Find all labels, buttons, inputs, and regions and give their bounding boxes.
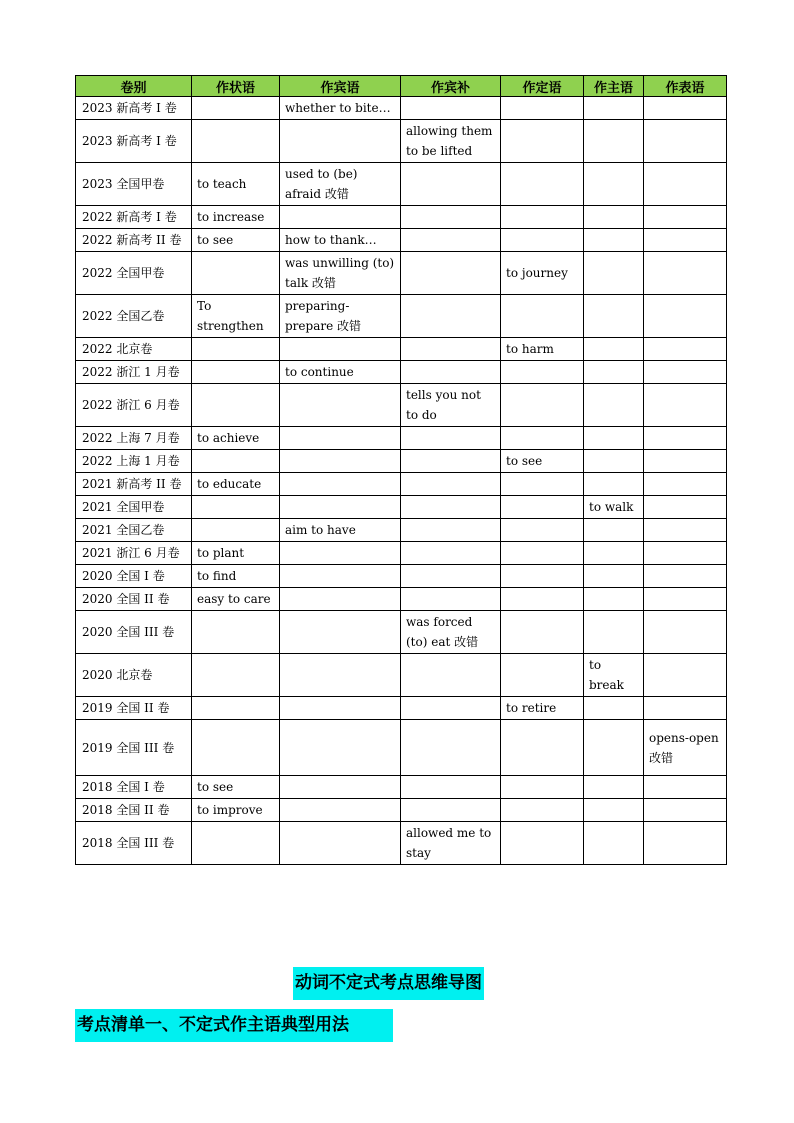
table-cell: [280, 588, 401, 611]
mindmap-title: 动词不定式考点思维导图: [293, 967, 484, 1000]
table-cell-paper: 2023 新高考 I 卷: [76, 97, 192, 120]
table-cell-paper: 2020 全国 II 卷: [76, 588, 192, 611]
table-cell: [584, 799, 644, 822]
table-cell: [280, 384, 401, 427]
table-cell: [192, 97, 280, 120]
table-row: [76, 229, 727, 252]
table-cell: [401, 654, 501, 697]
table-cell: to improve: [192, 799, 280, 822]
table-cell: [280, 338, 401, 361]
table-row: [76, 473, 727, 496]
table-cell: [192, 252, 280, 295]
table-cell: [644, 229, 727, 252]
table-row: [76, 542, 727, 565]
table-cell: [501, 519, 584, 542]
table-body: [76, 97, 727, 865]
table-cell: [280, 822, 401, 865]
table-cell-paper: 2022 上海 1 月卷: [76, 450, 192, 473]
table-cell: [644, 654, 727, 697]
table-cell: whether to bite…: [280, 97, 401, 120]
table-cell: to find: [192, 565, 280, 588]
table-row: [76, 97, 727, 120]
table-cell: [501, 542, 584, 565]
table-cell: [401, 97, 501, 120]
table-cell: [584, 542, 644, 565]
table-cell: [501, 427, 584, 450]
table-row: [76, 565, 727, 588]
table-cell: [644, 565, 727, 588]
table-cell: [644, 588, 727, 611]
table-row: [76, 163, 727, 206]
table-cell: [644, 97, 727, 120]
table-cell: [192, 697, 280, 720]
table-cell: [501, 120, 584, 163]
table-cell-paper: 2022 上海 7 月卷: [76, 427, 192, 450]
header-object-complement: 作宾补: [401, 76, 501, 97]
table-cell-paper: 2019 全国 II 卷: [76, 697, 192, 720]
table-cell: [501, 799, 584, 822]
table-cell: [401, 697, 501, 720]
table-cell-paper: 2021 全国甲卷: [76, 496, 192, 519]
table-cell: [401, 473, 501, 496]
table-cell: [192, 720, 280, 776]
table-cell: [401, 776, 501, 799]
table-cell-paper: 2023 新高考 I 卷: [76, 120, 192, 163]
table-row: [76, 295, 727, 338]
table-cell: to see: [192, 776, 280, 799]
table-cell: how to thank…: [280, 229, 401, 252]
table-cell: [401, 588, 501, 611]
table-cell: [501, 384, 584, 427]
table-cell: [644, 295, 727, 338]
table-cell: [401, 496, 501, 519]
table-cell: [644, 776, 727, 799]
table-cell: [584, 450, 644, 473]
table-cell: to harm: [501, 338, 584, 361]
table-row: [76, 654, 727, 697]
table-cell: [501, 206, 584, 229]
table-cell: [501, 776, 584, 799]
table-cell: to educate: [192, 473, 280, 496]
table-row: [76, 361, 727, 384]
header-subject: 作主语: [584, 76, 644, 97]
table-cell-paper: 2022 全国乙卷: [76, 295, 192, 338]
table-cell-paper: 2018 全国 III 卷: [76, 822, 192, 865]
table-cell: [584, 473, 644, 496]
table-cell: [644, 361, 727, 384]
table-cell: [584, 776, 644, 799]
table-cell: [584, 427, 644, 450]
table-cell: [584, 206, 644, 229]
header-object: 作宾语: [280, 76, 401, 97]
table-cell: [401, 427, 501, 450]
table-cell: to see: [501, 450, 584, 473]
table-cell: [280, 206, 401, 229]
table-cell: [501, 473, 584, 496]
table-cell: [501, 163, 584, 206]
table-cell: [501, 295, 584, 338]
table-cell-paper: 2021 全国乙卷: [76, 519, 192, 542]
table-cell: [644, 120, 727, 163]
table-cell-paper: 2018 全国 I 卷: [76, 776, 192, 799]
table-cell: [192, 120, 280, 163]
header-adverbial: 作状语: [192, 76, 280, 97]
table-cell: [192, 822, 280, 865]
table-cell-paper: 2022 浙江 6 月卷: [76, 384, 192, 427]
table-cell-paper: 2020 全国 I 卷: [76, 565, 192, 588]
table-cell: [644, 542, 727, 565]
table-cell: aim to have: [280, 519, 401, 542]
table-cell: [192, 654, 280, 697]
table-cell: [584, 519, 644, 542]
table-cell: to walk: [584, 496, 644, 519]
table-cell: To strengthen: [192, 295, 280, 338]
table-row: [76, 120, 727, 163]
table-cell: [584, 611, 644, 654]
table-cell: [644, 473, 727, 496]
header-attributive: 作定语: [501, 76, 584, 97]
table-cell: [401, 519, 501, 542]
table-row: [76, 611, 727, 654]
table-cell: [501, 720, 584, 776]
table-cell: [280, 776, 401, 799]
table-cell: [584, 384, 644, 427]
table-cell: to see: [192, 229, 280, 252]
table-cell: [192, 338, 280, 361]
table-cell: [401, 361, 501, 384]
table-cell: [280, 427, 401, 450]
table-row: [76, 588, 727, 611]
table-cell: to journey: [501, 252, 584, 295]
table-cell: allowing them to be lifted: [401, 120, 501, 163]
table-cell-paper: 2019 全国 III 卷: [76, 720, 192, 776]
table-cell-paper: 2022 全国甲卷: [76, 252, 192, 295]
table-row: [76, 519, 727, 542]
table-cell: [501, 588, 584, 611]
table-row: [76, 496, 727, 519]
table-row: [76, 384, 727, 427]
table-header-row: [76, 76, 727, 97]
table-cell: [644, 427, 727, 450]
table-cell: [401, 163, 501, 206]
table-cell: [501, 611, 584, 654]
table-cell: tells you not to do: [401, 384, 501, 427]
table-cell: [192, 496, 280, 519]
table-cell: easy to care: [192, 588, 280, 611]
table-row: [76, 776, 727, 799]
table-cell: preparing-prepare 改错: [280, 295, 401, 338]
table-cell: to achieve: [192, 427, 280, 450]
header-paper: 卷别: [76, 76, 192, 97]
table-cell: to retire: [501, 697, 584, 720]
table-cell: [401, 338, 501, 361]
table-cell: [501, 565, 584, 588]
table-cell: [584, 229, 644, 252]
table-row: [76, 799, 727, 822]
table-cell: [501, 654, 584, 697]
table-cell: [280, 799, 401, 822]
table-cell: [644, 611, 727, 654]
table-cell: [501, 229, 584, 252]
table-row: [76, 206, 727, 229]
table-cell: [501, 97, 584, 120]
table-cell-paper: 2018 全国 II 卷: [76, 799, 192, 822]
table-cell: [501, 822, 584, 865]
table-cell: [501, 361, 584, 384]
table-row: [76, 720, 727, 776]
table-cell: [584, 822, 644, 865]
table-cell: [584, 338, 644, 361]
table-cell: was unwilling (to) talk 改错: [280, 252, 401, 295]
table-cell: to increase: [192, 206, 280, 229]
table-row: [76, 338, 727, 361]
table-cell: [401, 206, 501, 229]
table-cell: [644, 252, 727, 295]
table-cell: [280, 720, 401, 776]
table-cell: [280, 565, 401, 588]
table-cell: [280, 697, 401, 720]
header-predicative: 作表语: [644, 76, 727, 97]
table-cell: [644, 206, 727, 229]
table-cell: [584, 97, 644, 120]
table-cell: [644, 338, 727, 361]
table-cell: [192, 361, 280, 384]
table-cell: [584, 588, 644, 611]
table-row: [76, 450, 727, 473]
table-cell-paper: 2023 全国甲卷: [76, 163, 192, 206]
table-cell: [401, 229, 501, 252]
section-heading: 考点清单一、不定式作主语典型用法: [75, 1009, 393, 1042]
table-cell: [401, 720, 501, 776]
table-cell: to continue: [280, 361, 401, 384]
table-cell: to plant: [192, 542, 280, 565]
table-row: [76, 427, 727, 450]
table-cell: opens-open 改错: [644, 720, 727, 776]
table-cell-paper: 2021 浙江 6 月卷: [76, 542, 192, 565]
table-cell: [401, 252, 501, 295]
table-cell: [644, 384, 727, 427]
table-cell-paper: 2021 新高考 II 卷: [76, 473, 192, 496]
table-cell: [192, 450, 280, 473]
table-row: [76, 697, 727, 720]
infinitive-usage-table: [75, 75, 727, 865]
table-cell: [644, 799, 727, 822]
table-cell: [401, 565, 501, 588]
table-cell: [280, 450, 401, 473]
table-cell: [192, 519, 280, 542]
table-cell: [501, 496, 584, 519]
table-cell: [401, 295, 501, 338]
table-cell: [584, 120, 644, 163]
table-cell: used to (be) afraid 改错: [280, 163, 401, 206]
table-cell: [280, 496, 401, 519]
table-cell: [584, 720, 644, 776]
table-cell: was forced (to) eat 改错: [401, 611, 501, 654]
table-cell: [401, 450, 501, 473]
table-cell: to teach: [192, 163, 280, 206]
table-cell: [280, 654, 401, 697]
table-cell: [280, 542, 401, 565]
table-cell: allowed me to stay: [401, 822, 501, 865]
table-cell: [280, 611, 401, 654]
table-cell-paper: 2020 北京卷: [76, 654, 192, 697]
table-cell: [584, 565, 644, 588]
table-cell-paper: 2022 北京卷: [76, 338, 192, 361]
table-cell: [644, 697, 727, 720]
table-cell: [280, 473, 401, 496]
table-row: [76, 252, 727, 295]
table-cell-paper: 2022 浙江 1 月卷: [76, 361, 192, 384]
table-cell: [584, 252, 644, 295]
table-row: [76, 822, 727, 865]
table-cell: [584, 361, 644, 384]
table-cell: [584, 697, 644, 720]
table-cell: [192, 384, 280, 427]
table-cell-paper: 2022 新高考 I 卷: [76, 206, 192, 229]
table-cell-paper: 2022 新高考 II 卷: [76, 229, 192, 252]
table-cell: [644, 519, 727, 542]
table-cell: [644, 496, 727, 519]
table-cell: [644, 450, 727, 473]
table-cell: [584, 163, 644, 206]
table-cell: [644, 163, 727, 206]
table-cell: [401, 799, 501, 822]
table-cell-paper: 2020 全国 III 卷: [76, 611, 192, 654]
table-cell: [280, 120, 401, 163]
table-cell: [584, 295, 644, 338]
table-cell: [644, 822, 727, 865]
table-cell: to break: [584, 654, 644, 697]
table-cell: [192, 611, 280, 654]
table-cell: [401, 542, 501, 565]
